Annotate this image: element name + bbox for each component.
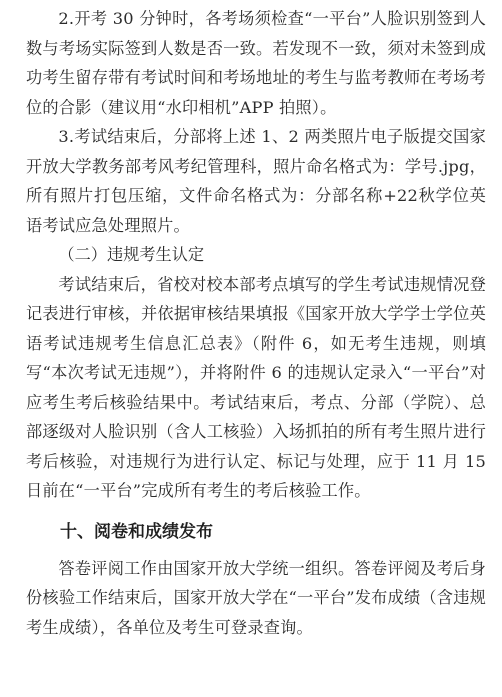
paragraph-item-3: 3.考试结束后，分部将上述 1、2 两类照片电子版提交国家开放大学教务部考风考纪管理科，照片命名格式为：学号.jpg，所有照片打包压缩，文件命名格式为：分部名称+22秋学位英语考试应急处理照片。 [26,127,486,235]
section-heading: 十、阅卷和成绩发布 [60,521,213,542]
paragraph-violation-determination: 考试结束后，省校对校本部考点填写的学生考试违规情况登记表进行审核，并依据审核结果填报《国家开放大学学士学位英语考试违规考生信息汇总表》（附件 6，如无考生违规，则填写“本次考试无违规”），并将附件 6 的违规认定录入“一平台”对应考生考后核验结果中。考试结束后，考点、分部（学院）、总部逐级对人脸识别（含人工核验）入场抓拍的所有考生照片进行考后核验，对违规行为进行认定、标记与处理，应于 11 月 15 日前在“一平台”完成所有考生的考后核验工作。 [26,274,486,500]
paragraph-grading-release: 答卷评阅工作由国家开放大学统一组织。答卷评阅及考后身份核验工作结束后，国家开放大学在“一平台”发布成绩（含违规考生成绩），各单位及考生可登录查询。 [26,558,486,637]
paragraph-item-2: 2.开考 30 分钟时，各考场须检查“一平台”人脸识别签到人数与考场实际签到人数是否一致。若发现不一致，须对未签到成功考生留存带有考试时间和考场地址的考生与监考教师在考场考位的合影（建议用“水印相机”APP 拍照）。 [26,9,486,117]
subsection-title: （二）违规考生认定 [58,245,205,264]
